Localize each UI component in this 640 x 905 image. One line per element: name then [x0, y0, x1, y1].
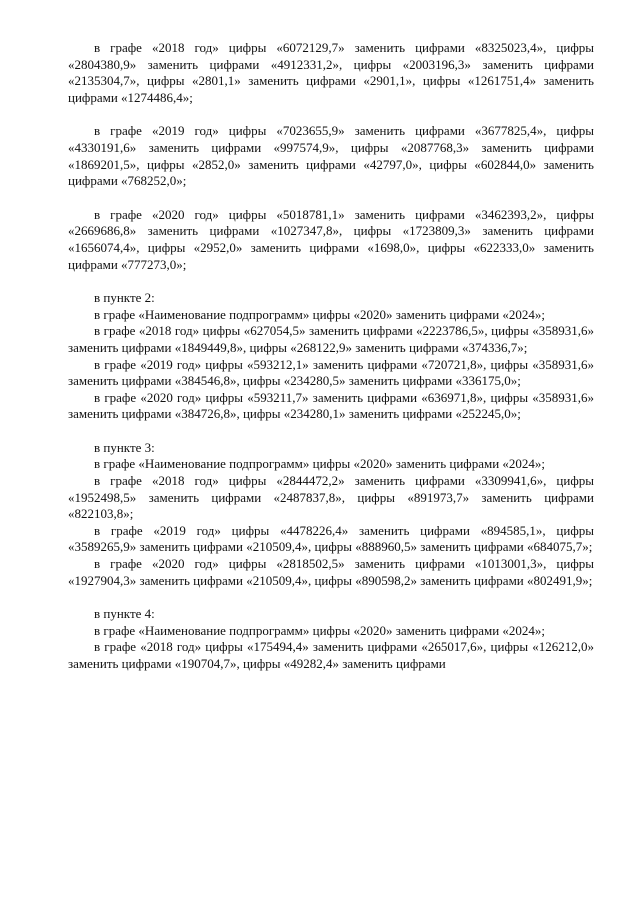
item-4-year-2018: в графе «2018 год» цифры «175494,4» заменить цифрами «265017,6», цифры «126212,0» заменить цифрами «190704,7», цифры «49282,4» заменить цифрами: [68, 639, 594, 671]
section-heading-item-2: в пункте 2:: [94, 290, 155, 306]
item-2-year-2019: в графе «2019 год» цифры «593212,1» заменить цифрами «720721,8», цифры «358931,6» заменить цифрами «384546,8», цифры «234280,5» заменить цифрами «336175,0»;: [68, 356, 594, 389]
item-4-subprogram-names: в графе «Наименование подпрограмм» цифры «2020» заменить цифрами «2024»;: [94, 622, 546, 638]
item-2-subprogram-names: в графе «Наименование подпрограмм» цифры «2020» заменить цифрами «2024»;: [94, 306, 546, 322]
section-heading-item-4: в пункте 4:: [94, 606, 155, 622]
paragraph-gap: [68, 106, 594, 123]
document-body: [68, 40, 594, 673]
item-3-year-2018: в графе «2018 год» цифры «2844472,2» заменить цифрами «3309941,6», цифры «1952498,5» заменить цифрами «2487837,8», цифры «891973,7» заменить цифрами «822103,8»;: [68, 473, 594, 522]
item-3-year-2020: в графе «2020 год» цифры «2818502,5» заменить цифрами «1013001,3», цифры «1927904,3» заменить цифрами «210509,4», цифры «890598,2» заменить цифрами «802491,9»;: [68, 556, 594, 588]
item-2-year-2018: в графе «2018 год» цифры «627054,5» заменить цифрами «2223786,5», цифры «358931,6» заменить цифрами «1849449,8», цифры «268122,9» заменить цифрами «374336,7»;: [68, 323, 594, 355]
item-3-year-2019: в графе «2019 год» цифры «4478226,4» заменить цифрами «894585,1», цифры «3589265,9» заменить цифрами «210509,4», цифры «888960,5» заменить цифрами «684075,7»;: [68, 522, 594, 555]
paragraph-2018-amendments: в графе «2018 год» цифры «6072129,7» заменить цифрами «8325023,4», цифры «2804380,9» заменить цифрами «4912331,2», цифры «2003196,3» заменить цифрами «2135304,7», цифры «2801,1» заменить цифрами «2901,1», цифры «1261751,4» заменить цифрами «1274486,4»;: [68, 40, 594, 105]
paragraph-2019-amendments: в графе «2019 год» цифры «7023655,9» заменить цифрами «3677825,4», цифры «4330191,6» заменить цифрами «997574,9», цифры «2087768,3» заменить цифрами «1869201,5», цифры «2852,0» заменить цифрами «42797,0», цифры «602844,0» заменить цифрами «768252,0»;: [68, 123, 594, 189]
item-2-year-2020: в графе «2020 год» цифры «593211,7» заменить цифрами «636971,8», цифры «358931,6» заменить цифрами «384726,8», цифры «234280,1» заменить цифрами «252245,0»;: [68, 389, 594, 422]
paragraph-gap: [68, 423, 594, 440]
section-heading-item-3: в пункте 3:: [94, 439, 155, 455]
paragraph-gap: [68, 589, 594, 606]
item-3-subprogram-names: в графе «Наименование подпрограмм» цифры «2020» заменить цифрами «2024»;: [94, 456, 546, 472]
paragraph-gap: [68, 273, 594, 290]
paragraph-gap: [68, 190, 594, 207]
paragraph-2020-amendments: в графе «2020 год» цифры «5018781,1» заменить цифрами «3462393,2», цифры «2669686,8» заменить цифрами «1027347,8», цифры «1723809,3» заменить цифрами «1656074,4», цифры «2952,0» заменить цифрами «1698,0», цифры «622333,0» заменить цифрами «777273,0»;: [68, 206, 594, 272]
